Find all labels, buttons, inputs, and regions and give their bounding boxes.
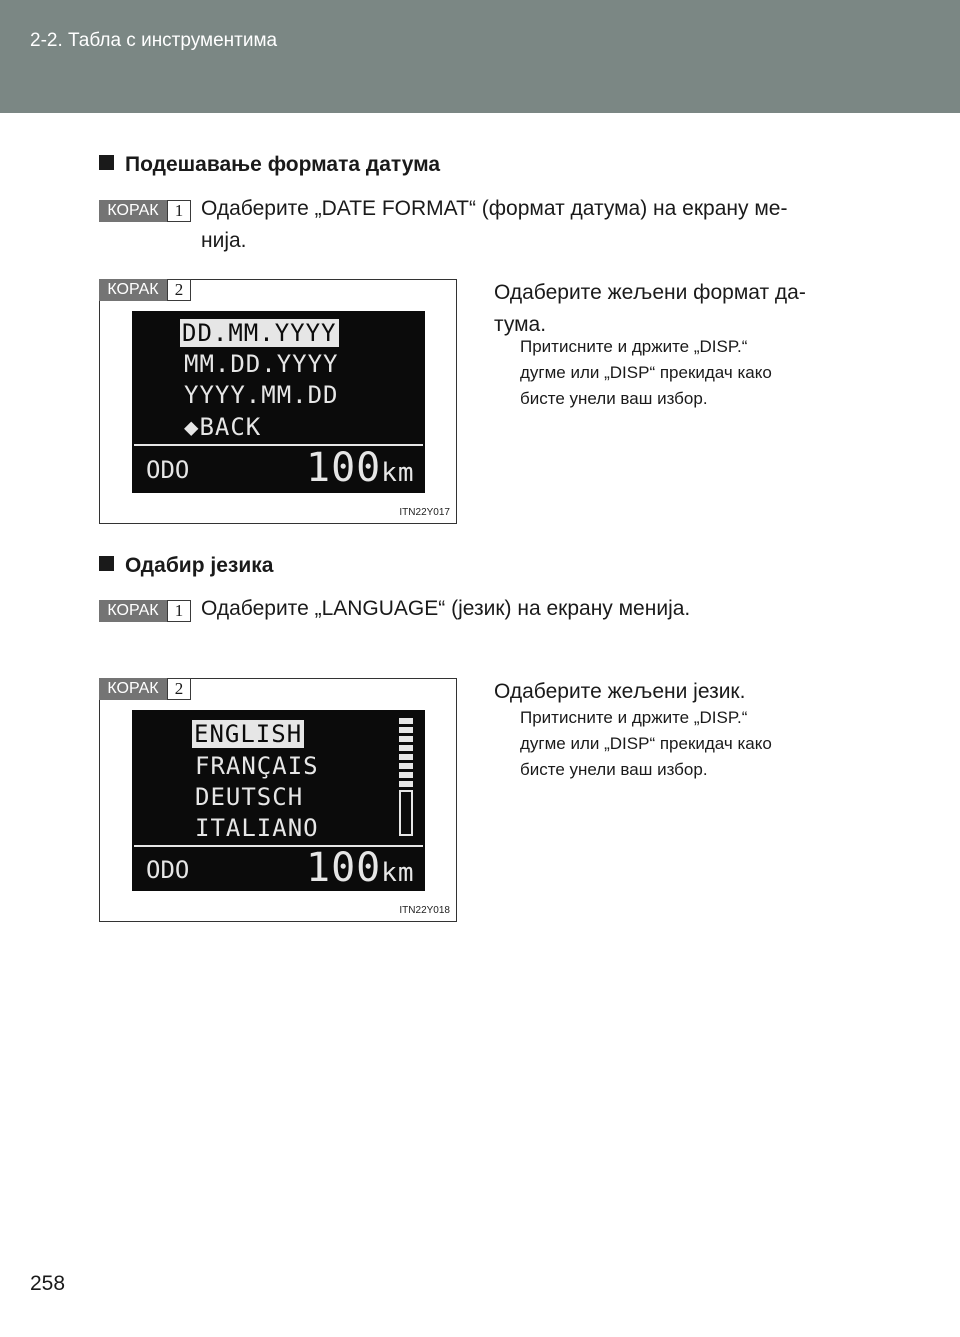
step-badge-number: 1 bbox=[167, 200, 191, 222]
subtext-line: дугме или „DISP“ прекидач како bbox=[520, 734, 772, 753]
language-figure bbox=[99, 678, 457, 922]
subtext-line: бисте унели ваш избор. bbox=[520, 389, 708, 408]
figure-code: ITN22Y018 bbox=[399, 905, 450, 916]
square-bullet-icon bbox=[99, 155, 114, 170]
step-subtext bbox=[520, 334, 852, 412]
step-badge-label: КОРАК bbox=[99, 279, 167, 301]
scrollbar-thumb bbox=[399, 790, 413, 836]
odo-value: 100 bbox=[306, 845, 382, 891]
lcd-option-selected: ENGLISH bbox=[194, 720, 303, 748]
odo-label: ODO bbox=[146, 456, 190, 484]
scrollbar-tick bbox=[399, 718, 413, 724]
lcd-display bbox=[132, 311, 425, 493]
odo-unit: km bbox=[381, 458, 415, 488]
lcd-option-selected: DD.MM.YYYY bbox=[182, 319, 337, 347]
step-badge-number: 1 bbox=[167, 600, 191, 622]
step-text-line: Одаберите „LANGUAGE“ (језик) на екрану менија. bbox=[201, 597, 691, 620]
scrollbar-tick bbox=[399, 781, 413, 787]
date-format-figure bbox=[99, 279, 457, 524]
section-heading-language bbox=[99, 554, 273, 578]
subtext-line: Притисните и држите „DISP.“ bbox=[520, 337, 748, 356]
step-subtext bbox=[520, 705, 852, 783]
step-badge bbox=[99, 200, 191, 222]
step-text-line: Одаберите жељени језик. bbox=[494, 680, 746, 703]
step-text bbox=[201, 593, 861, 625]
scrollbar-tick bbox=[399, 763, 413, 769]
odo-reading bbox=[306, 445, 415, 491]
scrollbar-tick bbox=[399, 736, 413, 742]
lcd-option: MM.DD.YYYY bbox=[184, 350, 339, 378]
step-badge-number: 2 bbox=[167, 279, 191, 301]
figure-code: ITN22Y017 bbox=[399, 507, 450, 518]
lcd-option-back: ◆BACK bbox=[184, 413, 262, 441]
odo-unit: km bbox=[381, 858, 415, 888]
subtext-line: бисте унели ваш избор. bbox=[520, 760, 708, 779]
odo-reading bbox=[306, 845, 415, 891]
page-number: 258 bbox=[30, 1272, 66, 1295]
odo-label: ODO bbox=[146, 856, 190, 884]
step-badge-label: КОРАК bbox=[99, 200, 167, 222]
lcd-scrollbar bbox=[399, 718, 413, 836]
section-heading-text: Подешавање формата датума bbox=[125, 153, 441, 176]
page-header bbox=[0, 0, 960, 113]
step-badge bbox=[99, 279, 191, 301]
step-text-line: Одаберите жељени формат да- bbox=[494, 281, 806, 304]
lcd-option: YYYY.MM.DD bbox=[184, 381, 339, 409]
lcd-display bbox=[132, 710, 425, 891]
subtext-line: дугме или „DISP“ прекидач како bbox=[520, 363, 772, 382]
subtext-line: Притисните и држите „DISP.“ bbox=[520, 708, 748, 727]
square-bullet-icon bbox=[99, 556, 114, 571]
step-text-line: Одаберите „DATE FORMAT“ (формат датума) на екрану ме- bbox=[201, 197, 788, 220]
step-badge-number: 2 bbox=[167, 678, 191, 700]
step-text bbox=[494, 676, 854, 708]
step-text bbox=[494, 277, 854, 341]
scrollbar-tick bbox=[399, 727, 413, 733]
scrollbar-tick bbox=[399, 754, 413, 760]
section-heading-text: Одабир језика bbox=[125, 554, 274, 577]
step-text bbox=[201, 193, 861, 257]
step-text-line: нија. bbox=[201, 229, 247, 252]
step-badge-label: КОРАК bbox=[99, 678, 167, 700]
scrollbar-tick bbox=[399, 772, 413, 778]
step-badge bbox=[99, 678, 191, 700]
lcd-option: ITALIANO bbox=[195, 814, 319, 842]
odo-value: 100 bbox=[306, 445, 382, 491]
step-badge-label: КОРАК bbox=[99, 600, 167, 622]
header-title: 2-2. Табла с инструментима bbox=[30, 30, 278, 51]
step-badge bbox=[99, 600, 191, 622]
step-text-line: тума. bbox=[494, 313, 547, 336]
lcd-option: DEUTSCH bbox=[195, 783, 304, 811]
section-heading-date-format bbox=[99, 153, 440, 177]
lcd-option: FRANÇAIS bbox=[195, 752, 319, 780]
scrollbar-tick bbox=[399, 745, 413, 751]
